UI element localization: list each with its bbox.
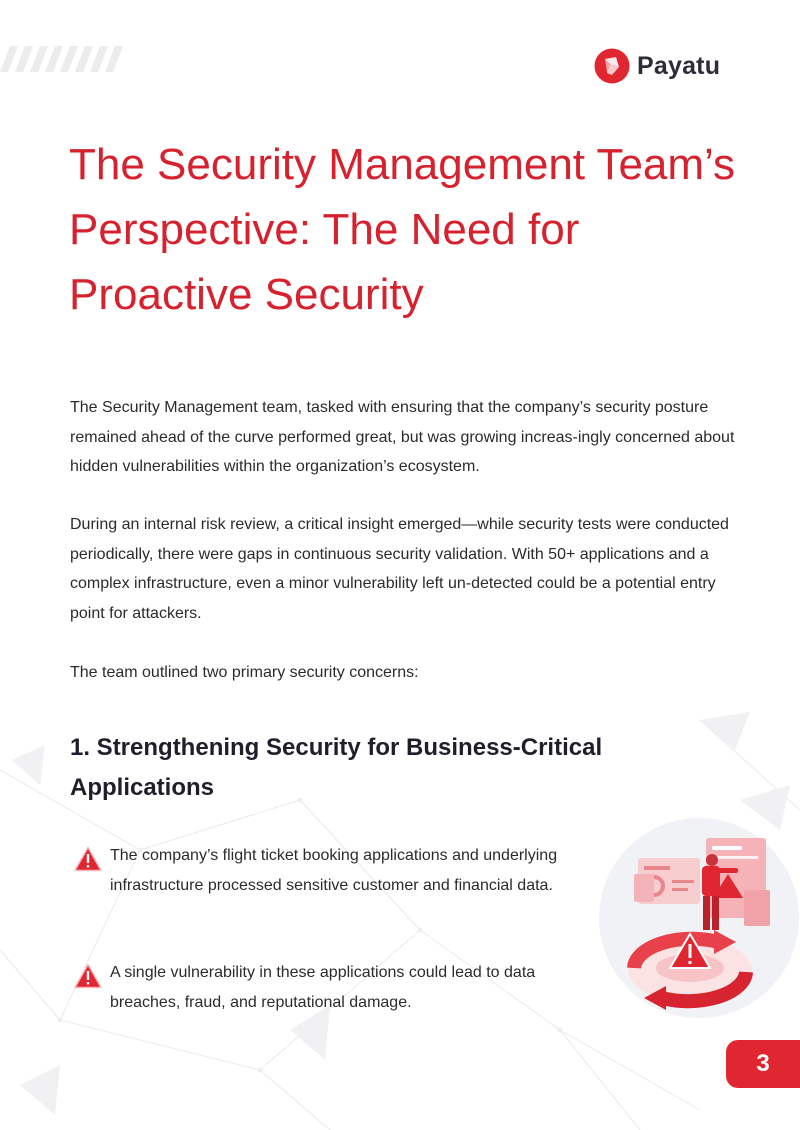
brand-logo bbox=[594, 48, 720, 84]
intro-paragraph: The Security Management team, tasked with ensuring that the company’s security posture remained ahead of the curve performed great, but was growing increas-ingly concerned about hidden vulnerabilities within the organization’s ecosystem. bbox=[70, 399, 735, 475]
bullet-text: A single vulnerability in these applications could lead to data breaches, fraud, and reputational damage. bbox=[110, 964, 536, 1011]
security-cycle-illustration-icon bbox=[598, 818, 800, 1018]
bullet-item bbox=[74, 841, 574, 900]
payatu-logo-mark-icon bbox=[594, 48, 630, 84]
bullet-item bbox=[74, 958, 574, 1017]
warning-triangle-icon bbox=[74, 963, 102, 989]
decorative-stripes bbox=[0, 46, 150, 72]
page-number-badge: 3 bbox=[726, 1040, 800, 1088]
warning-triangle-icon bbox=[74, 846, 102, 872]
risk-review-paragraph: During an internal risk review, a critical insight emerged—while security tests were conducted periodically, there were gaps in continuous security validation. With 50+ applications and a complex infrastructure, even a minor vulnerability left un-detected could be a potential entry point for attackers. bbox=[70, 516, 729, 622]
concerns-intro-paragraph: The team outlined two primary security concerns: bbox=[70, 664, 419, 681]
section-heading: 1. Strengthening Security for Business-Critical Applications bbox=[70, 734, 603, 801]
brand-name: Payatu bbox=[637, 51, 721, 80]
page-title: The Security Management Team’s Perspective: The Need for Proactive Security bbox=[69, 140, 736, 319]
bullet-text: The company’s flight ticket booking applications and underlying infrastructure processed sensitive customer and financial data. bbox=[110, 847, 558, 894]
